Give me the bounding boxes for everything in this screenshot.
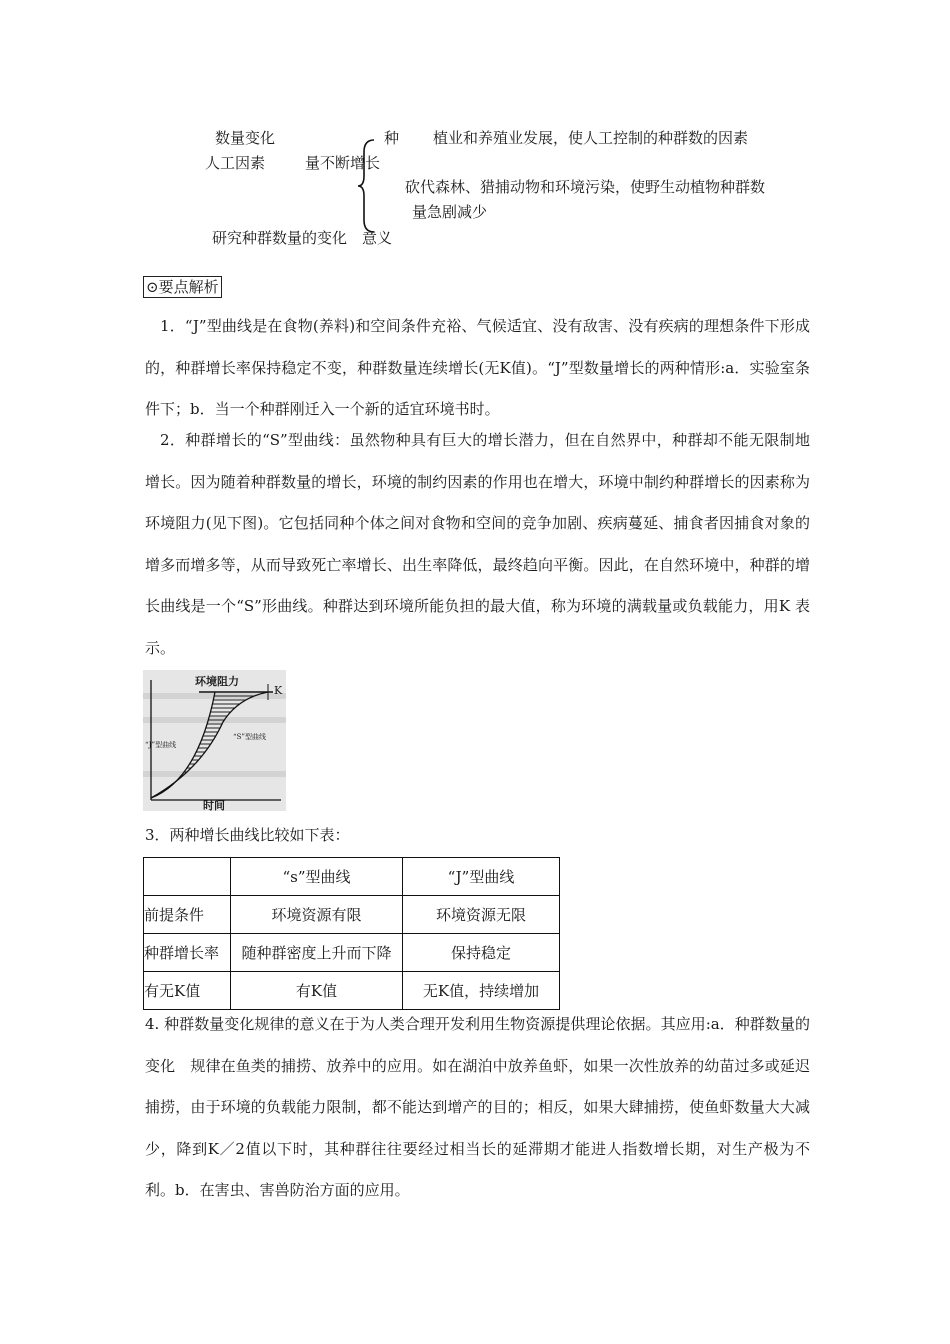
table-cell: 环境资源有限: [231, 896, 403, 934]
table-row: [144, 934, 560, 972]
table-cell: 随种群密度上升而下降: [231, 934, 403, 972]
table-cell: 有无K值: [144, 972, 231, 1010]
paragraph-1: 1．“J”型曲线是在食物(养料)和空间条件充裕、气候适宜、没有敌害、没有疾病的理想条件下形成的，种群增长率保持稳定不变，种群数量连续增长(无K值)。“J”型数量增长的两种情形:a．实验室条件下；b．当一个种群刚迁入一个新的适宜环境书时。: [145, 317, 810, 418]
section-heading: [143, 276, 222, 298]
table-row: [144, 896, 560, 934]
paragraph-4: 4. 种群数量变化规律的意义在于为人类合理开发利用生物资源提供理论依据。其应用:a．种群数量的变化 规律在鱼类的捕捞、放养中的应用。如在湖泊中放养鱼虾，如果一次性放养的幼苗过多或延迟捕捞，由于环境的负载能力限制，都不能达到增产的目的；相反，如果大肆捕捞，使鱼虾数量大大减少，降到K／2值以下时，其种群往往要经过相当长的延滞期才能进人指数增长期，对生产极为不利。b．在害虫、害兽防治方面的应用。: [145, 1015, 810, 1199]
curly-brace: [356, 138, 378, 234]
growth-curve-figure: [143, 670, 286, 811]
table-cell: 前提条件: [144, 896, 231, 934]
comparison-table: [143, 857, 560, 1010]
table-cell: 有K值: [231, 972, 403, 1010]
table-cell: 环境资源无限: [403, 896, 560, 934]
table-header-row: [144, 858, 560, 896]
desc-decrease-line1: 砍代森林、猎捕动物和环境污染，使野生动植物种群数: [405, 178, 766, 196]
label-k: K: [274, 684, 283, 697]
label-quantity-change: 数量变化: [215, 129, 276, 147]
label-research: 研究种群数量的变化: [212, 229, 348, 247]
label-s-curve: “S”型曲线: [233, 733, 266, 741]
target-icon: ⊙: [146, 278, 159, 296]
label-significance: 意义: [362, 229, 393, 247]
table-cell: [144, 858, 231, 896]
section-title: 要点解析: [158, 278, 219, 296]
table-cell: 保持稳定: [403, 934, 560, 972]
label-time: 时间: [203, 799, 225, 811]
paragraph-2: 2．种群增长的“S”型曲线：虽然物种具有巨大的增长潜力，但在自然界中，种群却不能无限制地增长。因为随着种群数量的增长，环境的制约因素的作用也在增大，环境中制约种群增长的因素称为环境阻力(见下图)。它包括同种个体之间对食物和空间的竞争加剧、疾病蔓延、捕食者因捕食对象的增多而增多等，从而导致死亡率增长、出生率降低，最终趋向平衡。因此，在自然环境中，种群的增长曲线是一个“S”形曲线。种群达到环境所能负担的最大值，称为环境的满载量或负载能力，用K 表示。: [145, 431, 810, 657]
table-cell: 种群增长率: [144, 934, 231, 972]
label-j-curve: “J”型曲线: [145, 741, 177, 749]
table-cell: “J”型曲线: [403, 858, 560, 896]
table-cell: “s”型曲线: [231, 858, 403, 896]
desc-increase: 植业和养殖业发展，使人工控制的种群数的因素: [433, 129, 749, 147]
label-increase-prefix: 种: [384, 129, 400, 147]
desc-decrease-line2: 量急剧减少: [412, 203, 488, 221]
label-increase-suffix: 量不断增长: [305, 154, 381, 172]
label-human-factors: 人工因素: [205, 154, 266, 172]
table-cell: 无K值，持续增加: [403, 972, 560, 1010]
paragraph-3: 3．两种增长曲线比较如下表：: [145, 826, 350, 844]
label-resistance: 环境阻力: [195, 675, 239, 688]
